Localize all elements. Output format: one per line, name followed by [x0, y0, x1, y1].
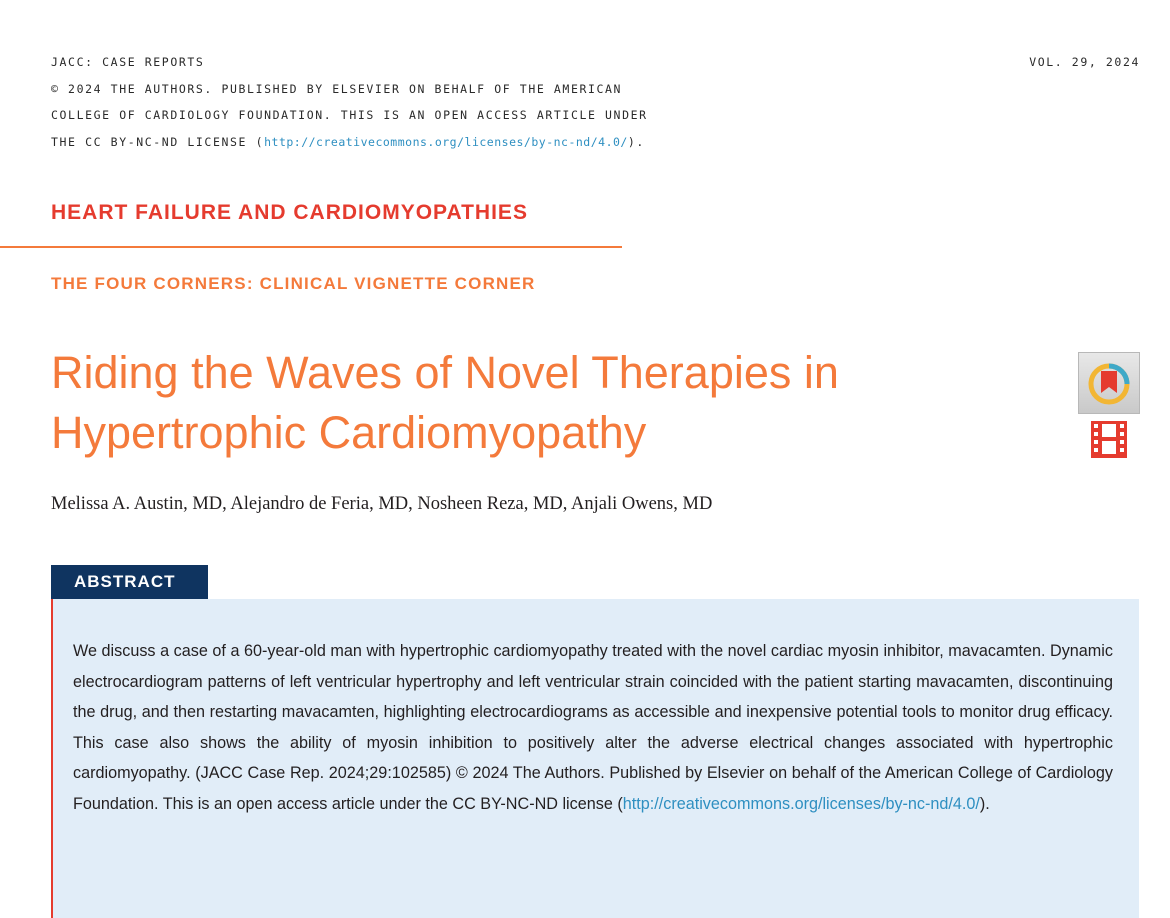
abstract-suffix: ).	[979, 794, 990, 813]
journal-meta	[51, 49, 648, 155]
abstract-license-link[interactable]: http://creativecommons.org/licenses/by-nc-nd/4.0/	[622, 794, 980, 813]
volume-label: VOL. 29, 2024	[1029, 55, 1140, 69]
crossmark-icon[interactable]	[1078, 352, 1140, 414]
license-suffix: ).	[627, 134, 645, 149]
title-line-2: Hypertrophic Cardiomyopathy	[51, 407, 647, 458]
section-heading: HEART FAILURE AND CARDIOMYOPATHIES	[51, 201, 528, 224]
copyright-line-2: COLLEGE OF CARDIOLOGY FOUNDATION. THIS IS AN OPEN ACCESS ARTICLE UNDER	[51, 108, 648, 122]
article-title	[51, 343, 1051, 463]
abstract-heading: ABSTRACT	[51, 565, 208, 599]
abstract-text	[73, 636, 1113, 819]
abstract-body: We discuss a case of a 60-year-old man with hypertrophic cardiomyopathy treated with the novel cardiac myosin inhibitor, mavacamten. Dynamic electrocardiogram patterns of left ventricular hypertrophy and left ventricular strain coincided with the patient starting mavacamten, discontinuing the drug, and then restarting mavacamten, highlighting electrocardiograms as accessible and inexpensive potential tools to monitor drug efficacy. This case also shows the ability of myosin inhibition to positively alter the adverse electrical changes associated with hypertrophic cardiomyopathy. (JACC Case Rep. 2024;29:102585) © 2024 The Authors. Published by Elsevier on behalf of the American College of Cardiology Foundation. This is an open access article under the CC BY-NC-ND license (	[73, 642, 1113, 813]
copyright-line-1: © 2024 THE AUTHORS. PUBLISHED BY ELSEVIER ON BEHALF OF THE AMERICAN	[51, 81, 623, 96]
license-link[interactable]: http://creativecommons.org/licenses/by-nc-nd/4.0/	[264, 134, 628, 149]
copyright-line-3	[51, 129, 648, 156]
section-divider	[0, 246, 622, 248]
subsection-heading: THE FOUR CORNERS: CLINICAL VIGNETTE CORNER	[51, 274, 536, 293]
journal-name: JACC: CASE REPORTS	[51, 55, 205, 69]
author-list: Melissa A. Austin, MD, Alejandro de Feria, MD, Nosheen Reza, MD, Anjali Owens, MD	[51, 494, 713, 514]
license-prefix: THE CC BY-NC-ND LICENSE (	[51, 134, 265, 149]
video-icon[interactable]	[1091, 421, 1127, 458]
title-line-1: Riding the Waves of Novel Therapies in	[51, 347, 839, 398]
